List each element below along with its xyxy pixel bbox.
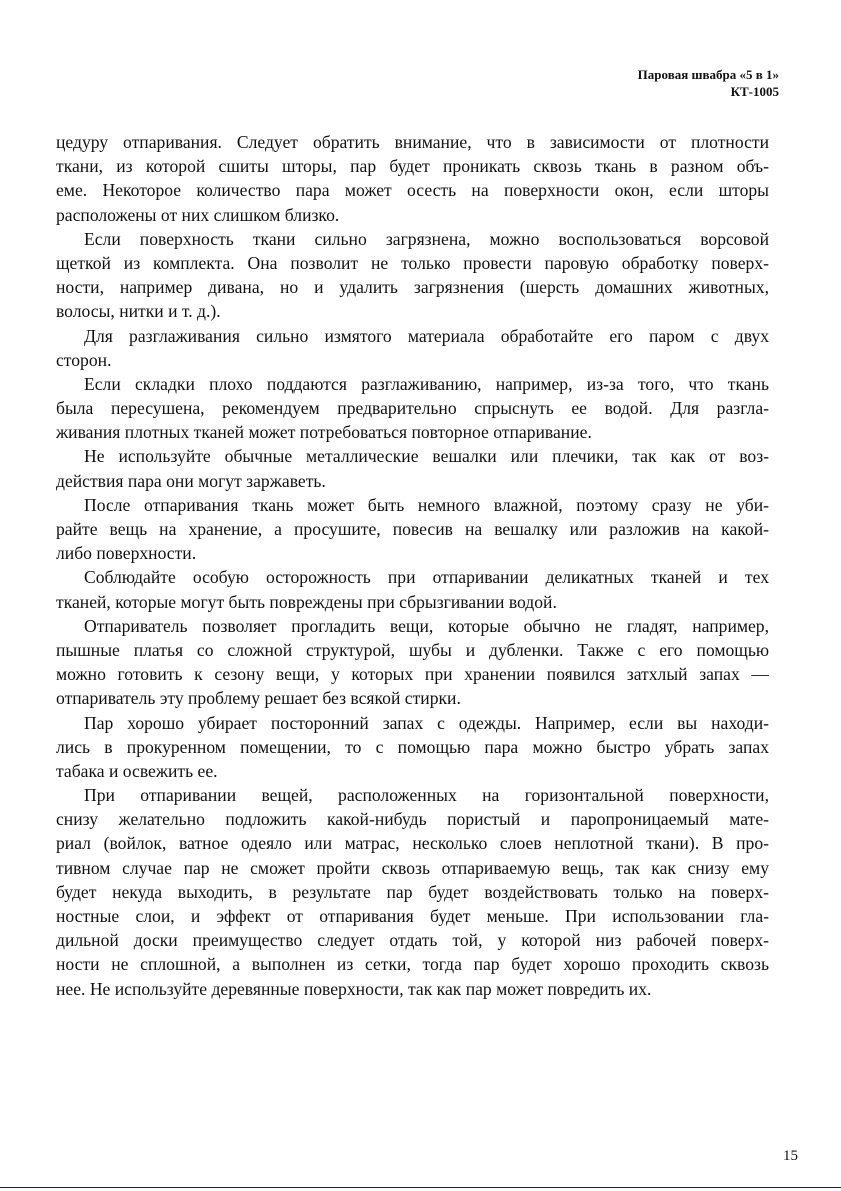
text-line: можно готовить к сезону вещи, у которых при хранении появился затхлый запах — [56,664,769,685]
text-line: была пересушена, рекомендуем предварительно спрыснуть ее водой. Для разгла- [56,398,769,419]
text-line: ностные слои, и эффект от отпаривания будет меньше. При использовании гла- [56,906,769,926]
text-line: После отпаривания ткань может быть немного влажной, поэтому сразу не уби- [84,494,769,515]
text-line: еме. Некоторое количество пара может осесть на поверхности окон, если шторы [56,180,769,201]
text-line: ности, например дивана, но и удалить загрязнения (шерсть домашних животных, [56,277,769,298]
text-line: отпариватель эту проблему решает без всякой стирки. [56,688,461,709]
text-line: будет некуда выходить, в результате пар будет воздействовать только на поверх- [56,881,769,902]
text-line: тивном случае пар не сможет пройти сквозь отпариваемую вещь, так как снизу ему [56,857,769,878]
page-number: 15 [783,1148,798,1164]
text-line: либо поверхности. [56,543,197,564]
text-line: действия пара они могут заржаветь. [56,470,326,491]
text-line: дильной доски преимущество следует отдать той, у которой низ рабочей поверх- [56,930,769,951]
text-line: цедуру отпаривания. Следует обратить внимание, что в зависимости от плотности [56,132,769,152]
text-line: нее. Не используйте деревянные поверхности, так как пар может повредить их. [56,978,652,999]
text-line: Не используйте обычные металлические вешалки или плечики, так как от воз- [84,446,769,467]
text-line: Пар хорошо убирает посторонний запах с одежды. Например, если вы находи- [84,712,769,733]
body-text [56,130,769,1001]
header-model-code: КТ-1005 [730,84,779,99]
text-line: Отпариватель позволяет прогладить вещи, которые обычно не гладят, например, [84,615,769,636]
text-line: расположены от них слишком близко. [56,204,340,225]
text-line: райте вещь на хранение, а просушите, повесив на вешалку или разложив на какой- [56,519,769,539]
text-line: пышные платья со сложной структурой, шубы и дубленки. Также с его помощью [56,639,769,660]
text-line: ткани, из которой сшиты шторы, пар будет проникать сквозь ткань в разном объ- [56,156,769,177]
running-header [638,66,779,100]
text-line: риал (войлок, ватное одеяло или матрас, несколько слоев неплотной ткани). В про- [56,833,769,854]
bottom-rule [0,1187,841,1188]
text-line: Если складки плохо поддаются разглаживанию, например, из-за того, что ткань [84,373,769,394]
text-line: Соблюдайте особую осторожность при отпаривании деликатных тканей и тех [84,567,769,588]
text-line: Для разглаживания сильно измятого материала обработайте его паром с двух [84,325,769,346]
text-line: волосы, нитки и т. д.). [56,301,221,322]
text-line: щеткой из комплекта. Она позволит не только провести паровую обработку поверх- [56,252,769,273]
text-line: табака и освежить ее. [56,760,218,781]
header-product-name: Паровая швабра «5 в 1» [637,67,779,82]
text-line: живания плотных тканей может потребоваться повторное отпаривание. [56,422,592,443]
text-line: Если поверхность ткани сильно загрязнена, можно воспользоваться ворсовой [84,228,769,249]
text-line: сторон. [56,349,112,370]
text-line: При отпаривании вещей, расположенных на горизонтальной поверхности, [84,785,769,806]
text-line: лись в прокуренном помещении, то с помощью пара можно быстро убрать запах [56,736,769,757]
text-line: ности не сплошной, а выполнен из сетки, тогда пар будет хорошо проходить сквозь [56,954,769,975]
text-line: тканей, которые могут быть повреждены при сбрызгивании водой. [56,591,557,612]
text-line: снизу желательно подложить какой-нибудь пористый и паропроницаемый мате- [56,809,769,830]
